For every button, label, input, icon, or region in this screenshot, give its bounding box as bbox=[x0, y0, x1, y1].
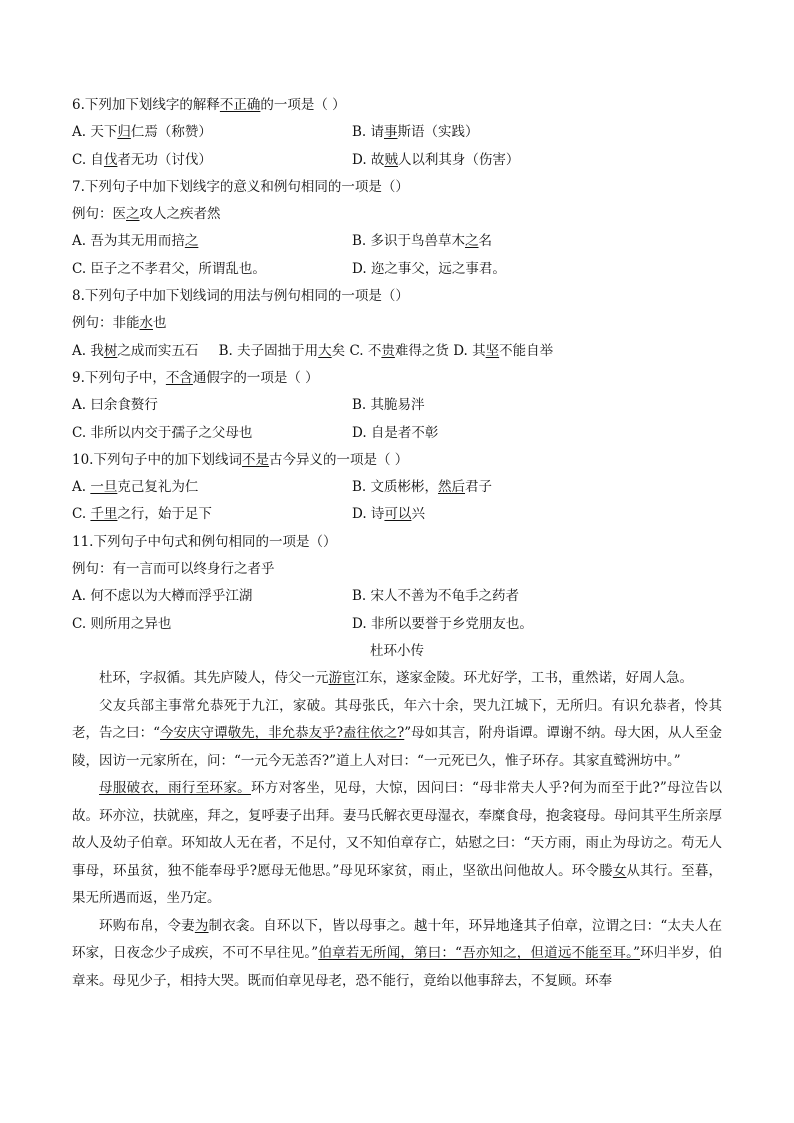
question-11-stem: 11.下列句子中句式和例句相同的一项是（） bbox=[72, 533, 337, 550]
question-6-option-c: C. 自伐者无功（讨伐） bbox=[72, 151, 212, 168]
question-9-options-cd bbox=[72, 420, 722, 447]
question-11-option-d: D. 非所以要誉于乡党朋友也。 bbox=[352, 615, 533, 632]
question-7-example: 例句：医之攻人之疾者然 bbox=[72, 206, 221, 223]
question-6-option-a: A. 天下归仁焉（称赞） bbox=[72, 124, 212, 141]
passage-title: 杜环小传 bbox=[370, 642, 424, 659]
question-11-example: 例句：有一言而可以终身行之者乎 bbox=[72, 561, 275, 578]
question-7-options-ab bbox=[72, 228, 722, 255]
question-8-option-d: D. 其坚不能自举 bbox=[453, 342, 554, 359]
question-9-options-ab bbox=[72, 392, 722, 419]
question-11-option-c: C. 则所用之异也 bbox=[72, 615, 172, 632]
question-10-option-d: D. 诗可以兴 bbox=[352, 506, 425, 523]
question-9-stem: 9.下列句子中，不含通假字的一项是（ ） bbox=[72, 369, 319, 386]
passage-paragraph-4: 环购布帛，令妻为制衣衾。自环以下，皆以母事之。越十年，环异地逢其子伯章，泣谓之曰：“太夫人在环家，日夜念少子成疾，不可不早往见。”伯章若无所闻，第曰：“吾亦知之，但道远不能至耳。”环归半岁，伯章来。母见少子，相持大哭。既而伯章见母老，恐不能行，竟绐以他事辞去，不复顾。环奉 bbox=[72, 917, 723, 989]
question-8-option-b: B. 夫子固拙于用大矣 bbox=[218, 342, 346, 359]
question-10-stem: 10.下列句子中的加下划线词不是古今异义的一项是（ ） bbox=[72, 451, 409, 468]
question-6-options-cd bbox=[72, 147, 722, 174]
passage-paragraph-3: 母服破衣，雨行至环家。环方对客坐，见母，大惊，因问曰：“母非常夫人乎?何为而至于此?”母泣告以故。环亦泣，扶就座，拜之，复呼妻子出拜。妻马氏解衣更母湿衣，奉糜食母，抱衾寝母。母问其平生所亲厚故人及幼子伯章。环知故人无在者，不足付，又不知伯章存亡，姑慰之曰：“天方雨，雨止为母访之。苟无人事母，环虽贫，独不能奉母乎?愿母无他思。”母见环家贫，雨止，坚欲出问他故人。环令媵女从其行。至暮，果无所遇而返，坐乃定。 bbox=[72, 780, 723, 907]
question-8-stem: 8.下列句子中加下划线词的用法与例句相同的一项是（） bbox=[72, 288, 409, 305]
question-11-option-b: B. 宋人不善为不龟手之药者 bbox=[352, 588, 520, 605]
question-8-example: 例句：非能水也 bbox=[72, 315, 167, 332]
question-7-stem: 7.下列句子中加下划线字的意义和例句相同的一项是（） bbox=[72, 178, 409, 195]
question-9-option-d: D. 自是者不彰 bbox=[352, 424, 439, 441]
question-9-option-a: A. 曰余食赘行 bbox=[72, 397, 158, 414]
question-8-option-a: A. 我树之成而实五石 bbox=[72, 342, 199, 359]
question-7-option-b: B. 多识于鸟兽草木之名 bbox=[352, 233, 493, 250]
question-11-option-a: A. 何不虑以为大樽而浮乎江湖 bbox=[72, 588, 253, 605]
question-11-options-ab bbox=[72, 583, 722, 610]
question-6-option-b: B. 请事斯语（实践） bbox=[352, 124, 479, 141]
question-6-options-ab bbox=[72, 119, 722, 146]
question-6-stem: 6.下列加下划线字的解释不正确的一项是（ ） bbox=[72, 97, 346, 113]
passage-paragraph-2: 父友兵部主事常允恭死于九江，家破。其母张氏，年六十余，哭九江城下，无所归。有识允恭者，怜其老，告之曰：“今安庆守谭敬先，非允恭友乎?盍往依之?”母如其言，附舟诣谭。谭谢不纳。母大困，从人至金陵，因访一元家所在，问：“一元今无恙否?”道上人对曰：“一元死已久，惟子环存。其家直鹫洲坊中。” bbox=[72, 697, 723, 769]
question-8-options bbox=[72, 338, 722, 365]
question-11-options-cd bbox=[72, 611, 722, 638]
question-10-options-cd bbox=[72, 501, 722, 528]
exam-page bbox=[72, 92, 722, 995]
question-6-option-d: D. 故贼人以利其身（伤害） bbox=[352, 151, 520, 168]
question-10-option-c: C. 千里之行，始于足下 bbox=[72, 506, 212, 523]
question-8-option-c: C. 不贵难得之货 bbox=[349, 342, 449, 359]
question-7-options-cd bbox=[72, 256, 722, 283]
question-7-option-c: C. 臣子之不孝君父，所谓乱也。 bbox=[72, 260, 266, 277]
question-9-option-b: B. 其脆易泮 bbox=[352, 397, 425, 414]
question-10-option-b: B. 文质彬彬，然后君子 bbox=[352, 479, 493, 496]
question-9-option-c: C. 非所以内交于孺子之父母也 bbox=[72, 424, 253, 441]
question-7-option-a: A. 吾为其无用而掊之 bbox=[72, 233, 199, 250]
question-10-option-a: A. 一旦克己复礼为仁 bbox=[72, 479, 199, 496]
question-7-option-d: D. 迩之事父，远之事君。 bbox=[352, 260, 506, 277]
question-10-options-ab bbox=[72, 474, 722, 501]
passage-paragraph-1: 杜环，字叔循。其先庐陵人，侍父一元游宦江东，遂家金陵。环尤好学，工书，重然诺，好周人急。 bbox=[99, 670, 693, 687]
